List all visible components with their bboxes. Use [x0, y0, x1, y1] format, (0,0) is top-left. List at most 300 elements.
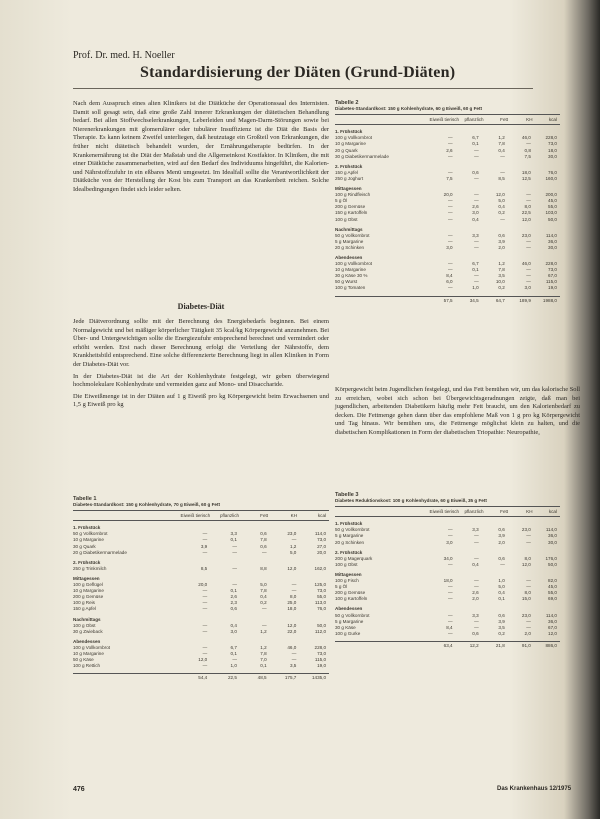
- table-cell: —: [202, 531, 208, 537]
- table-row: [335, 176, 560, 182]
- table-cell: 100 g Kartoffeln: [335, 596, 368, 602]
- table-caption: Tabelle 1: [73, 496, 97, 502]
- table-cell: 0,1: [498, 596, 505, 602]
- table-total-cell: 189,9: [519, 297, 531, 303]
- table-cell: —: [474, 273, 479, 279]
- table-cell: 0,4: [498, 147, 505, 153]
- paragraph-2: Jede Diätverordnung sollte mit der Berechnung des Energiebedarfs beginnen. Bei einem Normalgewicht und bei mäßiger körperlicher Tätigkeit 35 kcal/kg Körpergewicht anzunehmen. Bei Über- und Untergewichtigen sollte die Energiezufuhr entsprechend berechnet und vermindert oder erhöht werden. Erst nach dieser Berechnung erfolgt die Verteilung der Nährstoffe, dem Krankheitsbild entsprechend. Eine solche differenzierte Berechnung liegt in allen Kliniken in Form der Diabetes-Diät vor.: [73, 318, 329, 368]
- table-cell: —: [291, 588, 297, 594]
- table-cell: —: [474, 238, 479, 244]
- table-cell: 0,2: [498, 630, 505, 636]
- table-cell: 55,0: [317, 594, 327, 600]
- table-cell: —: [232, 582, 237, 588]
- table-cell: 2,3: [230, 600, 237, 606]
- table-cell: 22,5: [521, 210, 531, 216]
- table-cell: 36,0: [548, 618, 557, 624]
- table-cell: 8,0: [524, 590, 531, 596]
- table-cell: 73,0: [317, 588, 327, 594]
- table-cell: —: [448, 285, 453, 291]
- table-cell: —: [474, 618, 479, 624]
- table-cell: —: [448, 238, 453, 244]
- table-cell: 0,6: [498, 232, 505, 238]
- table-cell: 67,0: [548, 624, 557, 630]
- table-cell: 5,0: [289, 549, 297, 555]
- table-cell: 100 g Vollkornbrot: [335, 135, 373, 141]
- table-cell: 100 g Rindfleisch: [335, 192, 371, 198]
- table-row: [335, 245, 560, 251]
- table-cell: 100 g Vollkornbrot: [335, 261, 373, 267]
- table-cell: 1,2: [498, 261, 505, 267]
- table-cell: 160,0: [545, 175, 557, 181]
- table-cell: 3,0: [524, 285, 531, 291]
- table-cell: 36,0: [548, 533, 557, 539]
- table-header-row: [335, 117, 560, 125]
- table-caption: Tabelle 2: [335, 100, 359, 106]
- table-cell: 0,4: [472, 561, 479, 567]
- table-cell: 12,0: [548, 630, 557, 636]
- table-cell: 100 g Gurke: [335, 630, 361, 636]
- table-cell: 112,0: [314, 628, 327, 634]
- table-cell: 0,6: [498, 612, 505, 618]
- table-cell: —: [474, 244, 479, 250]
- table-cell: 200 g Gemüse: [73, 594, 104, 600]
- table-cell: 50 g Vollkornbrot: [335, 527, 370, 533]
- table-cell: 1,2: [260, 644, 267, 650]
- table-cell: —: [202, 537, 208, 543]
- table-cell: 12,0: [287, 565, 297, 571]
- table-header-row: [73, 513, 329, 521]
- table-cell: 0,4: [472, 216, 479, 222]
- table-cell: 1,2: [289, 543, 297, 549]
- table-cell: 30,0: [548, 244, 557, 250]
- table-cell: —: [291, 537, 297, 543]
- table-cell: 100 g Fisch: [335, 578, 359, 584]
- table-cell: —: [500, 216, 505, 222]
- table-cell: 67,0: [548, 273, 557, 279]
- table-total-cell: 34,5: [469, 297, 479, 303]
- table-cell: 10 g Margarine: [73, 537, 104, 543]
- table-cell: 46,0: [521, 261, 531, 267]
- table-cell: 0,2: [260, 600, 267, 606]
- table-total-row: [335, 296, 560, 304]
- table-cell: 45,0: [548, 198, 557, 204]
- table-cell: 8,0: [289, 594, 297, 600]
- table-cell: 73,0: [317, 650, 327, 656]
- table-cell: 0,6: [472, 169, 479, 175]
- table-cell: 18,0: [548, 147, 557, 153]
- table-header-cell: pflanzlich: [464, 509, 484, 515]
- table-total-cell: [335, 643, 430, 649]
- table-cell: 20,0: [443, 192, 453, 198]
- table-cell: —: [500, 169, 505, 175]
- table-cell: —: [474, 279, 479, 285]
- table-header-cell: pflanzlich: [219, 513, 240, 519]
- table-cell: 7,8: [498, 267, 505, 273]
- table-cell: 10 g Margarine: [335, 267, 366, 273]
- table-cell: 150 g Apfel: [73, 606, 96, 612]
- table-cell: —: [448, 527, 453, 533]
- table-cell: 2,0: [498, 539, 505, 545]
- table-cell: —: [291, 657, 297, 663]
- table-cell: 1,0: [472, 285, 479, 291]
- table-cell: —: [448, 612, 453, 618]
- table-cell: —: [202, 600, 208, 606]
- table-cell: 0,1: [230, 650, 237, 656]
- journal-reference: Das Krankenhaus 12/1975: [497, 786, 572, 792]
- meal-heading: 1. Frühstück: [335, 521, 363, 527]
- table-cell: 150 g Apfel: [335, 169, 358, 175]
- table-cell: 0,1: [472, 267, 479, 273]
- table-header-cell: Fett: [500, 117, 509, 123]
- table-cell: 0,6: [498, 527, 505, 533]
- table-row: [335, 540, 560, 546]
- table-cell: 103,0: [545, 210, 557, 216]
- table-cell: 50,0: [317, 622, 327, 628]
- table-cell: 1,2: [260, 628, 267, 634]
- table-cell: 3,9: [498, 618, 505, 624]
- table-cell: —: [474, 192, 479, 198]
- table-cell: 2,0: [472, 596, 479, 602]
- table-subtitle: Diabetes-Standardkost: 150 g Kohlenhydrate, 60 g Eiweiß, 60 g Fett: [335, 106, 560, 115]
- table-row: [335, 217, 560, 223]
- table-cell: 0,6: [472, 630, 479, 636]
- table-cell: —: [202, 644, 208, 650]
- meal-heading: 2. Frühstück: [335, 163, 363, 169]
- table-cell: 2,0: [524, 630, 531, 636]
- table-cell: —: [474, 578, 479, 584]
- table-cell: 12,0: [287, 622, 297, 628]
- table-total-cell: 48,5: [257, 675, 267, 681]
- table-header-cell: Fett: [260, 513, 269, 519]
- table-header-cell: KH: [290, 513, 298, 519]
- table-cell: 200 g Gemüse: [335, 204, 366, 210]
- table-cell: 55,0: [548, 590, 557, 596]
- table-cell: —: [474, 539, 479, 545]
- table-cell: —: [526, 618, 531, 624]
- table-cell: 3,0: [230, 628, 237, 634]
- table-cell: 3,3: [472, 612, 479, 618]
- table-cell: —: [474, 584, 479, 590]
- table-cell: —: [448, 618, 453, 624]
- table-total-cell: [335, 298, 430, 304]
- table-cell: —: [232, 565, 237, 571]
- table-cell: 46,0: [521, 135, 531, 141]
- table-cell: 114,0: [545, 527, 557, 533]
- table-cell: —: [448, 141, 453, 147]
- table-cell: 200 g Magerquark: [335, 555, 373, 561]
- table-cell: 34,0: [443, 555, 453, 561]
- table-cell: —: [526, 244, 531, 250]
- table-cell: 19,0: [548, 285, 557, 291]
- page-number: 476: [73, 786, 85, 793]
- table-cell: 8,0: [524, 204, 531, 210]
- meal-heading: 1. Frühstück: [73, 525, 101, 531]
- meal-heading: Mittagessen: [73, 575, 100, 581]
- table-cell: 5 g Margarine: [335, 238, 364, 244]
- table-total-cell: 22,5: [227, 675, 237, 681]
- table-cell: 2,6: [472, 204, 479, 210]
- table-cell: —: [202, 650, 208, 656]
- table-total-cell: 886,0: [545, 642, 557, 648]
- table-cell: 0,2: [498, 285, 505, 291]
- table-cell: 73,0: [548, 141, 557, 147]
- table-cell: 3,9: [498, 533, 505, 539]
- table-cell: 6,7: [472, 261, 479, 267]
- table-cell: 100 g Tomaten: [335, 285, 366, 291]
- table-cell: —: [448, 533, 453, 539]
- table-cell: 3,3: [472, 232, 479, 238]
- table-header-cell: KH: [526, 117, 533, 123]
- table-cell: 30 g Käse 30 %: [335, 273, 368, 279]
- table-cell: 30 g Zwieback: [73, 628, 103, 634]
- meal-heading: Mittagessen: [335, 571, 362, 577]
- table-cell: 100 g Rettich: [73, 663, 101, 669]
- table-cell: 3,0: [446, 539, 453, 545]
- table-cell: 0,1: [230, 537, 237, 543]
- table-cell: —: [474, 624, 479, 630]
- table-cell: 228,0: [545, 135, 557, 141]
- table-cell: —: [291, 582, 297, 588]
- table-cell: 10 g Margarine: [73, 588, 104, 594]
- table-cell: 7,8: [260, 650, 267, 656]
- table-total-cell: 1435,0: [311, 675, 327, 681]
- table-cell: —: [526, 578, 531, 584]
- table-header-cell: KH: [526, 509, 533, 515]
- table-cell: 3,5: [498, 273, 505, 279]
- table-cell: 18,0: [521, 169, 531, 175]
- table-cell: 46,0: [287, 644, 297, 650]
- meal-heading: Nachmittags: [335, 226, 363, 232]
- table-cell: —: [526, 624, 531, 630]
- table-cell: 5 g Margarine: [335, 618, 364, 624]
- table-cell: 55,0: [548, 204, 557, 210]
- table-cell: 50 g Käse: [73, 657, 94, 663]
- table-cell: 100 g Reis: [73, 600, 95, 606]
- table-total-cell: 175,7: [284, 675, 297, 681]
- table-cell: 8,8: [260, 565, 267, 571]
- table-cell: —: [232, 543, 237, 549]
- table-cell: 8,0: [524, 555, 531, 561]
- table-cell: 8,4: [446, 624, 453, 630]
- table-row: [73, 606, 329, 612]
- table-cell: —: [526, 238, 531, 244]
- table-cell: —: [474, 198, 479, 204]
- table-2: [335, 100, 560, 304]
- table-cell: 250 g Joghurt: [335, 175, 364, 181]
- table-cell: —: [526, 279, 531, 285]
- table-cell: 6,0: [446, 279, 453, 285]
- table-cell: 0,4: [230, 622, 237, 628]
- table-cell: —: [474, 175, 479, 181]
- table-cell: —: [448, 630, 453, 636]
- table-cell: 125,0: [314, 582, 327, 588]
- table-subtitle: Diabetes-Standardkost: 150 g Kohlenhydrate, 70 g Eiweiß, 60 g Fett: [73, 502, 329, 511]
- table-cell: 0,4: [498, 590, 505, 596]
- table-cell: —: [262, 622, 267, 628]
- table-cell: —: [448, 169, 453, 175]
- table-header-cell: Eiweiß tierisch: [429, 509, 460, 515]
- table-header-cell: Eiweiß tierisch: [180, 513, 211, 519]
- table-cell: 113,0: [314, 600, 327, 606]
- table-cell: 2,6: [472, 590, 479, 596]
- table-cell: 50 g Vollkornbrot: [335, 232, 370, 238]
- table-cell: —: [448, 153, 453, 159]
- table-cell: —: [448, 261, 453, 267]
- table-cell: 1,0: [498, 578, 505, 584]
- table-cell: 7,8: [260, 537, 267, 543]
- section-heading: Diabetes-Diät: [177, 302, 225, 311]
- table-cell: 8,4: [446, 273, 453, 279]
- table-cell: —: [526, 539, 531, 545]
- table-cell: 6,7: [472, 135, 479, 141]
- table-cell: 10,0: [495, 279, 505, 285]
- table-cell: —: [448, 204, 453, 210]
- table-cell: —: [526, 273, 531, 279]
- table-cell: 3,5: [289, 663, 297, 669]
- table-total-cell: 63,4: [443, 642, 453, 648]
- table-cell: 100 g Geflügel: [73, 582, 103, 588]
- table-cell: 73,0: [317, 537, 327, 543]
- table-cell: 23,0: [521, 527, 531, 533]
- table-cell: —: [500, 153, 505, 159]
- table-cell: 6,7: [230, 644, 237, 650]
- table-cell: 2,6: [446, 147, 453, 153]
- table-cell: 5,0: [498, 198, 505, 204]
- table-cell: 23,0: [521, 612, 531, 618]
- table-cell: 12,0: [521, 561, 531, 567]
- table-cell: 30,0: [548, 539, 557, 545]
- table-cell: —: [474, 555, 479, 561]
- table-total-row: [73, 673, 329, 681]
- table-row: [73, 629, 329, 635]
- table-row: [73, 566, 329, 572]
- table-cell: 30,0: [548, 153, 557, 159]
- table-total-cell: 64,7: [495, 297, 505, 303]
- table-cell: 5 g Öl: [335, 584, 348, 590]
- table-cell: —: [448, 232, 453, 238]
- table-cell: —: [448, 198, 453, 204]
- table-3: [335, 492, 560, 649]
- table-header-cell: pflanzlich: [464, 117, 484, 123]
- table-header-row: [335, 509, 560, 517]
- table-cell: 82,0: [548, 578, 557, 584]
- table-cell: 8,5: [200, 565, 208, 571]
- table-cell: —: [474, 533, 479, 539]
- table-cell: —: [448, 584, 453, 590]
- table-cell: 18,0: [443, 578, 453, 584]
- table-cell: —: [448, 561, 453, 567]
- meal-heading: 2. Frühstück: [73, 559, 101, 565]
- table-cell: 0,1: [230, 588, 237, 594]
- table-cell: 114,0: [545, 232, 557, 238]
- table-header-cell: Fett: [500, 509, 509, 515]
- table-cell: —: [291, 650, 297, 656]
- table-cell: 0,6: [230, 606, 237, 612]
- body-column-bottom: [73, 318, 329, 413]
- table-cell: —: [448, 135, 453, 141]
- table-cell: 5,0: [260, 582, 267, 588]
- table-cell: 114,0: [545, 612, 557, 618]
- table-1: [73, 496, 329, 681]
- table-cell: —: [526, 192, 531, 198]
- table-cell: 15,0: [521, 596, 531, 602]
- table-cell: 228,0: [545, 261, 557, 267]
- table-cell: 50 g Wurst: [335, 279, 358, 285]
- table-row: [335, 596, 560, 602]
- table-cell: —: [448, 267, 453, 273]
- table-cell: —: [526, 533, 531, 539]
- table-cell: 3,9: [200, 543, 208, 549]
- table-cell: 73,0: [548, 267, 557, 273]
- table-cell: 250 g Trinkmilch: [73, 565, 107, 571]
- table-cell: 3,3: [230, 531, 237, 537]
- table-cell: —: [202, 588, 208, 594]
- table-cell: 76,0: [548, 169, 557, 175]
- table-total-cell: 91,0: [521, 642, 531, 648]
- table-cell: 3,3: [472, 527, 479, 533]
- table-cell: 10 g Margarine: [335, 141, 366, 147]
- table-cell: —: [526, 141, 531, 147]
- table-cell: 0,1: [472, 141, 479, 147]
- table-cell: 23,0: [521, 232, 531, 238]
- table-cell: 20,0: [198, 582, 208, 588]
- table-cell: —: [500, 561, 505, 567]
- table-cell: 3,9: [498, 238, 505, 244]
- paragraph-4: Die Eiweißmenge ist in der Diäten auf 1 g Eiweiß pro kg Körpergewicht beim Erwachsenen und 1,5 g Eiweiß pro kg: [73, 392, 329, 409]
- table-cell: —: [526, 267, 531, 273]
- table-cell: 200 g Gemüse: [335, 590, 366, 596]
- table-row: [335, 285, 560, 291]
- author-name: Prof. Dr. med. H. Noeller: [73, 50, 175, 61]
- table-cell: —: [202, 622, 208, 628]
- right-column-text: Körpergewicht beim Jugendlichen festgelegt, und das Fett bemühen wir, um das kalorische Soll zu erreichen, wobei sich schon bei Übergewichtsgeradnungen zeigte, daß man bei jugendlichen, arbeitenden Diabetikern häufig mehr Fett braucht, um den Kalorienbedarf zu decken. Die Fettmenge gehen dann über das empfohlene Maß von 1 g pro kg Körpergewicht und Tag hinaus. Wir bemühen uns, die Fettmenge möglichst klein zu halten, und die diabetischen Komplikationen in Form der diabetischen Triopathie: Neuropathie,: [335, 386, 580, 436]
- meal-heading: Mittagessen: [335, 186, 362, 192]
- table-cell: 1,2: [498, 135, 505, 141]
- table-header-cell: [335, 509, 430, 515]
- table-cell: 114,0: [314, 531, 327, 537]
- table-cell: —: [202, 606, 208, 612]
- table-cell: 50,0: [548, 216, 557, 222]
- table-total-cell: 1988,0: [542, 297, 557, 303]
- table-cell: —: [448, 210, 453, 216]
- table-cell: 20 g Schinken: [335, 539, 365, 545]
- meal-heading: 2. Frühstück: [335, 549, 363, 555]
- meal-heading: Nachmittags: [73, 616, 101, 622]
- table-cell: 3,0: [446, 244, 453, 250]
- meal-heading: Abendessen: [335, 606, 363, 612]
- table-header-cell: Eiweiß tierisch: [429, 117, 460, 123]
- table-cell: —: [202, 628, 208, 634]
- table-cell: 12,0: [521, 216, 531, 222]
- table-cell: 228,0: [314, 644, 327, 650]
- table-cell: 23,0: [287, 531, 297, 537]
- table-cell: —: [526, 584, 531, 590]
- table-cell: 0,6: [260, 531, 267, 537]
- table-total-row: [335, 641, 560, 649]
- table-cell: 12,0: [495, 192, 505, 198]
- table-cell: 0,2: [498, 210, 505, 216]
- table-cell: —: [262, 549, 267, 555]
- paragraph-3: In der Diabetes-Diät ist die Art der Kohlenhydrate festgelegt, wir geben überwiegend hochmolekulare Kohlenhydrate und vermeiden ganz auf Mono- und Disaccharide.: [73, 372, 329, 389]
- table-header-cell: kcal: [548, 117, 557, 123]
- table-cell: 3,0: [472, 210, 479, 216]
- table-cell: 7,8: [498, 141, 505, 147]
- table-cell: 50 g Vollkornbrot: [335, 612, 370, 618]
- table-cell: 7,8: [260, 588, 267, 594]
- table-cell: 12,5: [521, 175, 531, 181]
- table-cell: 5 g Öl: [335, 198, 348, 204]
- table-cell: 20,0: [317, 549, 327, 555]
